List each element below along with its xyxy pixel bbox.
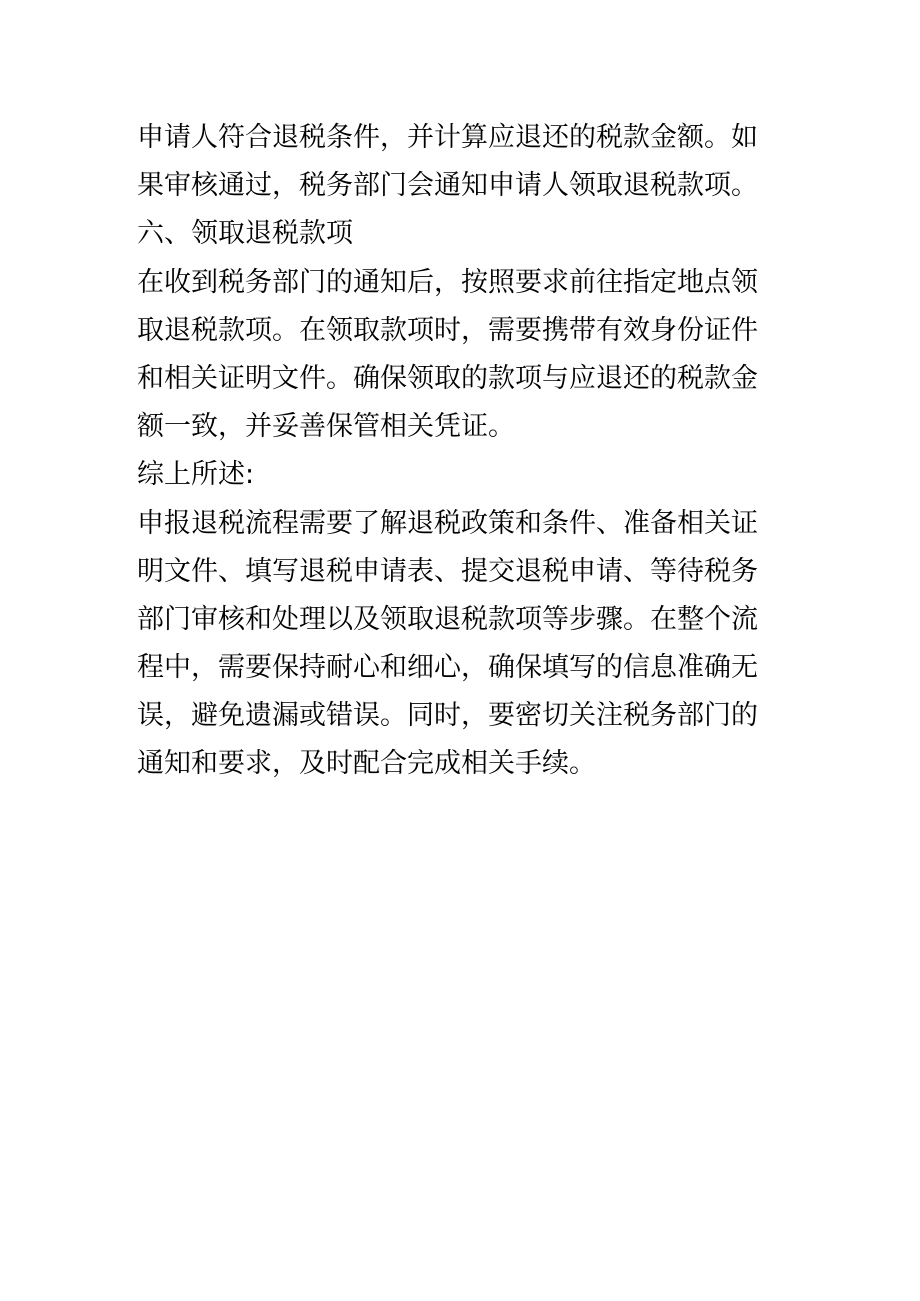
text-line: 误，避免遗漏或错误。同时，要密切关注税务部门的	[137, 700, 758, 732]
text-line: 通知和要求，及时配合完成相关手续。	[137, 748, 596, 780]
text-line: 果审核通过，税务部门会通知申请人领取退税款项。	[137, 170, 758, 202]
text-line: 申请人符合退税条件，并计算应退还的税款金额。如	[137, 122, 758, 153]
text-line: 和相关证明文件。确保领取的款项与应退还的税款金	[137, 362, 758, 394]
heading-line: 综上所述:	[137, 459, 255, 491]
text-line: 取退税款项。在领取款项时，需要携带有效身份证件	[137, 314, 758, 346]
paragraph-summary	[137, 500, 787, 789]
text-line: 程中，需要保持耐心和细心，确保填写的信息准确无	[137, 652, 758, 684]
text-line: 申报退税流程需要了解退税政策和条件、准备相关证	[137, 507, 758, 539]
text-line: 明文件、填写退税申请表、提交退税申请、等待税务	[137, 555, 758, 587]
section-heading-collect-refund	[137, 210, 787, 258]
heading-line: 六、领取退税款项	[137, 218, 353, 250]
document-body	[137, 114, 787, 789]
summary-heading	[137, 451, 787, 499]
text-line: 在收到税务部门的通知后，按照要求前往指定地点领	[137, 266, 758, 298]
paragraph-collect-refund	[137, 259, 787, 452]
paragraph-approval-result	[137, 114, 787, 210]
text-line: 额一致，并妥善保管相关凭证。	[137, 411, 515, 443]
text-line: 部门审核和处理以及领取退税款项等步骤。在整个流	[137, 603, 758, 635]
